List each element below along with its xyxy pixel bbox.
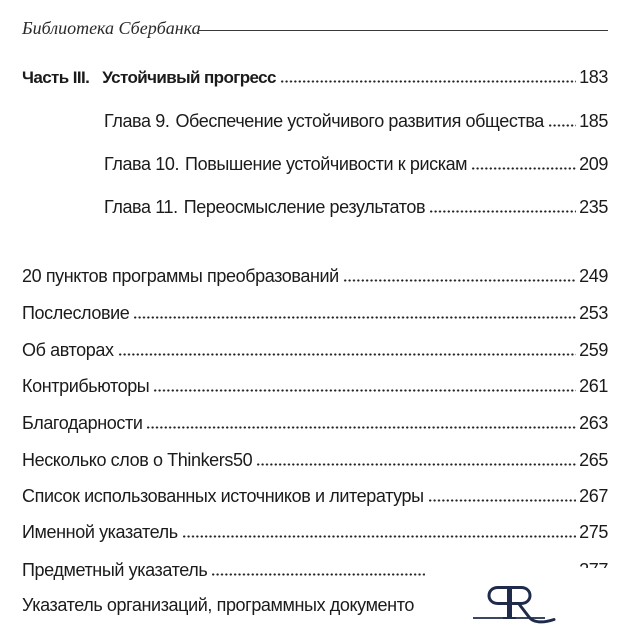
chapter-title: Обеспечение устойчивого развития общества: [175, 111, 544, 131]
toc-entry-row: [22, 302, 608, 324]
dot-leader: [429, 210, 576, 213]
dot-leader: [343, 279, 576, 282]
running-head-rule: [198, 30, 608, 31]
toc-entry-row: [22, 265, 608, 287]
toc-entry-row: [22, 485, 608, 507]
page-number: 261: [579, 376, 608, 396]
part-title: Устойчивый прогресс: [102, 68, 276, 87]
dot-leader: [118, 353, 577, 356]
chapter-label: Глава 10.: [104, 154, 180, 174]
toc-entry-row: [22, 521, 608, 543]
page-number: 253: [579, 303, 608, 323]
part-label: Часть III.: [22, 68, 90, 87]
chapter-title: Переосмысление результатов: [183, 197, 426, 217]
publisher-logo: [467, 582, 559, 630]
chapter-label: Глава 9.: [104, 111, 170, 131]
dot-leader: [146, 426, 576, 429]
page-number: 263: [579, 413, 608, 433]
dot-leader: [256, 463, 576, 466]
dot-leader: [153, 389, 576, 392]
page-number: 265: [579, 450, 608, 470]
entry-title: Благодарности: [22, 413, 143, 433]
dot-leader: [280, 80, 576, 83]
toc-entry-row: [22, 412, 608, 434]
entry-title: Предметный указатель: [22, 560, 208, 580]
dot-leader: [428, 499, 576, 502]
dot-leader: [471, 167, 576, 170]
entry-title: Контрибьюторы: [22, 376, 150, 396]
entry-title: 20 пунктов программы преобразований: [22, 266, 339, 286]
page-number: 235: [579, 197, 608, 217]
dot-leader: [133, 316, 576, 319]
entry-title: Послесловие: [22, 303, 130, 323]
logo-r-bowl: [510, 588, 530, 604]
logo-reversed-p-bowl: [489, 588, 509, 604]
chapter-label: Глава 11.: [104, 197, 178, 217]
entry-title: Список использованных источников и литературы: [22, 486, 424, 506]
page-number: 209: [579, 154, 608, 174]
toc-chapter-row: [104, 110, 608, 132]
toc-chapter-row: [104, 153, 608, 175]
running-head: [22, 17, 608, 39]
entry-title: Именной указатель: [22, 522, 178, 542]
toc-entry-row: [22, 449, 608, 471]
toc-chapter-row: [104, 196, 608, 218]
dot-leader: [548, 124, 576, 127]
page-number: 267: [579, 486, 608, 506]
running-head-title: Библиотека Сбербанка: [22, 18, 201, 38]
page-number: 185: [579, 111, 608, 131]
entry-title: Указатель организаций, программных документо: [22, 595, 414, 615]
logo-r-leg: [519, 604, 554, 622]
toc-entry-row: [22, 339, 608, 361]
logo-overlay: [425, 568, 633, 640]
toc-entry-row: [22, 375, 608, 397]
page-number: 275: [579, 522, 608, 542]
entry-title: Несколько слов о Thinkers50: [22, 450, 253, 470]
page-number: 249: [579, 266, 608, 286]
dot-leader: [182, 535, 576, 538]
chapter-title: Повышение устойчивости к рискам: [185, 154, 468, 174]
toc-part-row: [22, 66, 608, 88]
page-number: 183: [579, 67, 608, 87]
page-number: 259: [579, 340, 608, 360]
entry-title: Об авторах: [22, 340, 114, 360]
